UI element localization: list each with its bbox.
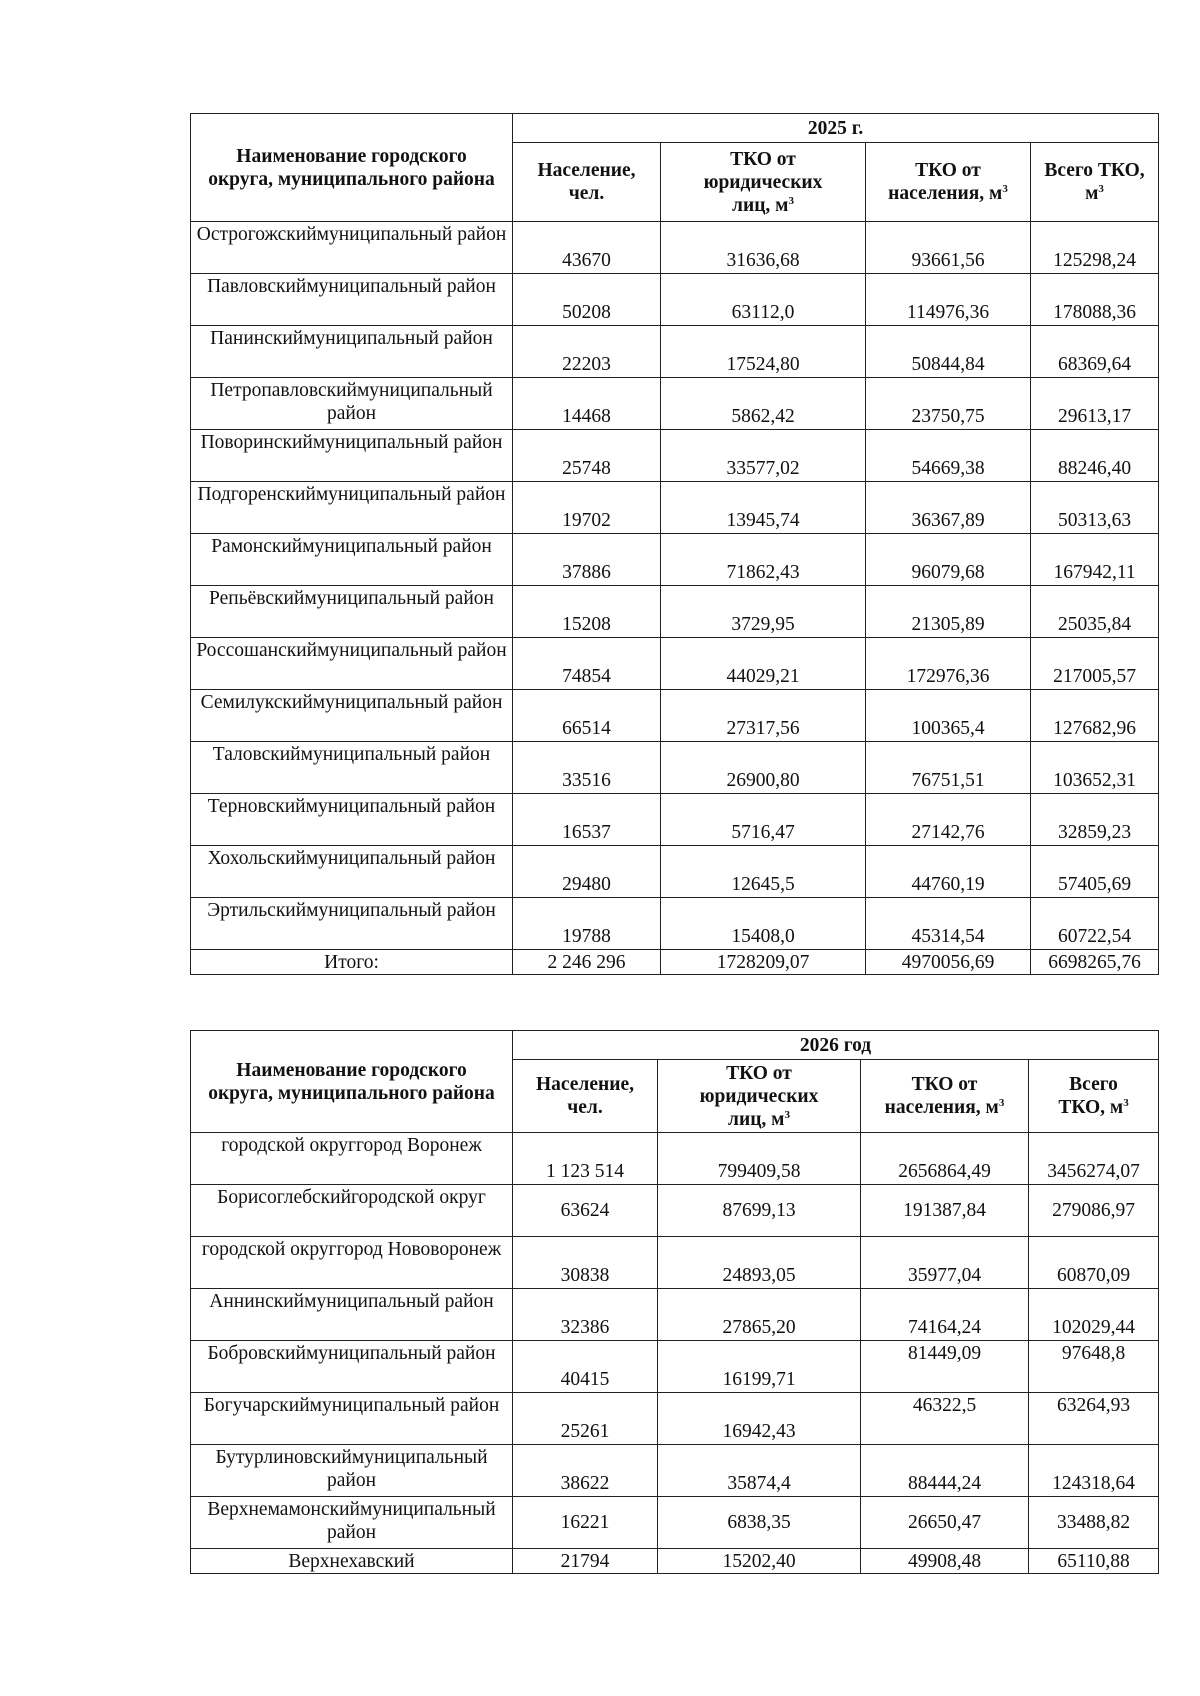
row-name-line2: муниципальный район bbox=[305, 1343, 496, 1364]
table-row bbox=[191, 274, 1159, 326]
table-2026 bbox=[190, 1030, 1159, 1574]
cell-population: 37886 bbox=[513, 534, 661, 586]
row-name bbox=[191, 1445, 513, 1497]
row-name-line2: муниципальный район bbox=[317, 640, 507, 661]
cell-total: 29613,17 bbox=[1031, 378, 1159, 430]
row-name-line1: Эртильский bbox=[207, 900, 307, 921]
row-name bbox=[191, 690, 513, 742]
row-name-line1: городской округ bbox=[221, 1135, 356, 1156]
row-name-line1: Павловский bbox=[207, 276, 307, 297]
cell-population: 50208 bbox=[513, 274, 661, 326]
cell-total: 279086,97 bbox=[1029, 1185, 1159, 1237]
cell-residents: 76751,51 bbox=[866, 742, 1031, 794]
cell-legal: 6838,35 bbox=[658, 1497, 861, 1549]
cell-legal: 24893,05 bbox=[658, 1237, 861, 1289]
row-name-line1: Панинский bbox=[210, 328, 304, 349]
row-name bbox=[191, 274, 513, 326]
row-name-line1: Россошанский bbox=[196, 640, 318, 661]
row-name bbox=[191, 1237, 513, 1289]
header-legal: ТКО от юридических лиц, $м^3$ bbox=[658, 1060, 861, 1133]
table-2025 bbox=[190, 113, 1159, 975]
header-name: Наименование городского округа, муниципального района bbox=[191, 1031, 513, 1133]
table-2025-body bbox=[191, 222, 1159, 950]
total-total: 6698265,76 bbox=[1031, 950, 1159, 975]
cell-residents: 21305,89 bbox=[866, 586, 1031, 638]
header-name: Наименование городского округа, муниципального района bbox=[191, 114, 513, 222]
row-name-line1: Бутурлиновский bbox=[215, 1447, 352, 1468]
row-name-line2: муниципальный район bbox=[316, 224, 507, 245]
cell-total: 167942,11 bbox=[1031, 534, 1159, 586]
cell-total: 97648,8 bbox=[1029, 1341, 1159, 1393]
row-name-line1: Бобровский bbox=[207, 1343, 306, 1364]
cell-total: 33488,82 bbox=[1029, 1497, 1159, 1549]
total-label: Итого: bbox=[191, 950, 513, 975]
row-name bbox=[191, 378, 513, 430]
cell-population: 21794 bbox=[513, 1549, 658, 1574]
table-row bbox=[191, 898, 1159, 950]
cell-total: 25035,84 bbox=[1031, 586, 1159, 638]
row-name bbox=[191, 586, 513, 638]
cell-total: 127682,96 bbox=[1031, 690, 1159, 742]
cell-total: 102029,44 bbox=[1029, 1289, 1159, 1341]
cell-legal: 5862,42 bbox=[661, 378, 866, 430]
cell-population: 30838 bbox=[513, 1237, 658, 1289]
cell-residents: 36367,89 bbox=[866, 482, 1031, 534]
cell-legal: 71862,43 bbox=[661, 534, 866, 586]
table-row bbox=[191, 1289, 1159, 1341]
cell-residents: 27142,76 bbox=[866, 794, 1031, 846]
row-name-line1: Репьёвский bbox=[209, 588, 305, 609]
row-name-line2: муниципальный район bbox=[303, 328, 493, 349]
row-name-line2: муниципальный район bbox=[312, 692, 503, 713]
cell-population: 25748 bbox=[513, 430, 661, 482]
header-residents: ТКО от населения, $м^3$ bbox=[866, 143, 1031, 222]
table-row bbox=[191, 1133, 1159, 1185]
row-name bbox=[191, 430, 513, 482]
table-row bbox=[191, 430, 1159, 482]
table-row bbox=[191, 1185, 1159, 1237]
cell-residents: 49908,48 bbox=[861, 1549, 1029, 1574]
row-name bbox=[191, 742, 513, 794]
cell-total: 178088,36 bbox=[1031, 274, 1159, 326]
cell-total: 124318,64 bbox=[1029, 1445, 1159, 1497]
cell-residents: 96079,68 bbox=[866, 534, 1031, 586]
cell-population: 63624 bbox=[513, 1185, 658, 1237]
total-population: 2 246 296 bbox=[513, 950, 661, 975]
row-name-line1: Таловский bbox=[212, 744, 301, 765]
header-total: Всего ТКО, $м^3$ bbox=[1031, 143, 1159, 222]
row-name-line2: городской округ bbox=[351, 1187, 486, 1208]
cell-total: 57405,69 bbox=[1031, 846, 1159, 898]
row-name-line2: муниципальный район bbox=[309, 1395, 500, 1416]
cell-legal: 44029,21 bbox=[661, 638, 866, 690]
cell-residents: 114976,36 bbox=[866, 274, 1031, 326]
row-name-line2: муниципальный район bbox=[300, 744, 491, 765]
cell-legal: 3729,95 bbox=[661, 586, 866, 638]
cell-legal: 35874,4 bbox=[658, 1445, 861, 1497]
cell-total: 3456274,07 bbox=[1029, 1133, 1159, 1185]
table-row bbox=[191, 222, 1159, 274]
row-name-line1: Хохольский bbox=[207, 848, 306, 869]
row-name bbox=[191, 1185, 513, 1237]
cell-legal: 16942,43 bbox=[658, 1393, 861, 1445]
cell-population: 38622 bbox=[513, 1445, 658, 1497]
cell-population: 15208 bbox=[513, 586, 661, 638]
row-name-line2: муниципальный район bbox=[326, 380, 493, 424]
row-name bbox=[191, 1133, 513, 1185]
row-name-line2: муниципальный район bbox=[306, 900, 496, 921]
cell-legal: 27317,56 bbox=[661, 690, 866, 742]
cell-legal: 87699,13 bbox=[658, 1185, 861, 1237]
header-population: Население, чел. bbox=[513, 143, 661, 222]
cell-residents: 172976,36 bbox=[866, 638, 1031, 690]
cell-total: 60870,09 bbox=[1029, 1237, 1159, 1289]
cell-residents: 45314,54 bbox=[866, 898, 1031, 950]
row-name-line2: муниципальный район bbox=[315, 484, 506, 505]
cell-residents: 93661,56 bbox=[866, 222, 1031, 274]
table-row bbox=[191, 586, 1159, 638]
cell-residents: 54669,38 bbox=[866, 430, 1031, 482]
table-row bbox=[191, 326, 1159, 378]
header-year: 2025 г. bbox=[513, 114, 1159, 143]
cell-total: 63264,93 bbox=[1029, 1393, 1159, 1445]
row-name-line2: муниципальный район bbox=[302, 536, 492, 557]
row-name bbox=[191, 222, 513, 274]
cell-total: 125298,24 bbox=[1031, 222, 1159, 274]
cell-population: 40415 bbox=[513, 1341, 658, 1393]
table-row bbox=[191, 794, 1159, 846]
row-name-line2: муниципальный район bbox=[304, 1291, 494, 1312]
table-2026-body bbox=[191, 1133, 1159, 1574]
cell-population: 19788 bbox=[513, 898, 661, 950]
row-name-line1: Терновский bbox=[207, 796, 306, 817]
row-name-line2: муниципальный район bbox=[312, 432, 503, 453]
cell-residents: 23750,75 bbox=[866, 378, 1031, 430]
table-row bbox=[191, 1549, 1159, 1574]
cell-population: 25261 bbox=[513, 1393, 658, 1445]
row-name-line1: Аннинский bbox=[209, 1291, 305, 1312]
cell-residents: 26650,47 bbox=[861, 1497, 1029, 1549]
cell-population: 32386 bbox=[513, 1289, 658, 1341]
table-row bbox=[191, 534, 1159, 586]
cell-total: 103652,31 bbox=[1031, 742, 1159, 794]
cell-total: 60722,54 bbox=[1031, 898, 1159, 950]
table-row bbox=[191, 742, 1159, 794]
cell-residents: 88444,24 bbox=[861, 1445, 1029, 1497]
header-residents: ТКО от населения, $м^3$ bbox=[861, 1060, 1029, 1133]
cell-population: 19702 bbox=[513, 482, 661, 534]
header-population: Население, чел. bbox=[513, 1060, 658, 1133]
cell-total: 65110,88 bbox=[1029, 1549, 1159, 1574]
table-row bbox=[191, 1445, 1159, 1497]
row-name bbox=[191, 1393, 513, 1445]
cell-population: 43670 bbox=[513, 222, 661, 274]
table-row bbox=[191, 638, 1159, 690]
cell-population: 33516 bbox=[513, 742, 661, 794]
cell-legal: 33577,02 bbox=[661, 430, 866, 482]
row-name bbox=[191, 1341, 513, 1393]
cell-population: 16537 bbox=[513, 794, 661, 846]
row-name-line2: муниципальный район bbox=[326, 1499, 496, 1543]
row-name bbox=[191, 794, 513, 846]
row-name-line1: Верхнехавский bbox=[288, 1550, 415, 1572]
cell-legal: 31636,68 bbox=[661, 222, 866, 274]
table-row bbox=[191, 846, 1159, 898]
cell-population: 66514 bbox=[513, 690, 661, 742]
row-name-line1: Семилукский bbox=[200, 692, 313, 713]
total-row bbox=[191, 950, 1159, 975]
cell-population: 29480 bbox=[513, 846, 661, 898]
cell-population: 16221 bbox=[513, 1497, 658, 1549]
row-name-line1: Петропавловский bbox=[210, 380, 357, 401]
cell-legal: 63112,0 bbox=[661, 274, 866, 326]
row-name bbox=[191, 534, 513, 586]
header-year: 2026 год bbox=[513, 1031, 1159, 1060]
row-name bbox=[191, 1497, 513, 1549]
cell-legal: 13945,74 bbox=[661, 482, 866, 534]
row-name-line1: Острогожский bbox=[196, 224, 317, 245]
row-name-line2: город Воронеж bbox=[355, 1135, 482, 1156]
row-name-line2: муниципальный район bbox=[326, 1447, 488, 1491]
table-row bbox=[191, 482, 1159, 534]
table-row bbox=[191, 1341, 1159, 1393]
cell-population: 74854 bbox=[513, 638, 661, 690]
row-name bbox=[191, 326, 513, 378]
cell-total: 217005,57 bbox=[1031, 638, 1159, 690]
cell-residents: 191387,84 bbox=[861, 1185, 1029, 1237]
row-name bbox=[191, 1289, 513, 1341]
header-total: Всего ТКО, $м^3$ bbox=[1029, 1060, 1159, 1133]
cell-residents: 50844,84 bbox=[866, 326, 1031, 378]
cell-total: 88246,40 bbox=[1031, 430, 1159, 482]
cell-population: 1 123 514 bbox=[513, 1133, 658, 1185]
row-name-line1: Рамонский bbox=[211, 536, 303, 557]
cell-residents: 2656864,49 bbox=[861, 1133, 1029, 1185]
row-name-line1: Подгоренский bbox=[197, 484, 316, 505]
cell-legal: 799409,58 bbox=[658, 1133, 861, 1185]
row-name-line2: муниципальный район bbox=[304, 588, 494, 609]
cell-population: 22203 bbox=[513, 326, 661, 378]
row-name-line2: муниципальный район bbox=[305, 848, 496, 869]
cell-total: 32859,23 bbox=[1031, 794, 1159, 846]
row-name-line1: Богучарский bbox=[203, 1395, 310, 1416]
cell-legal: 17524,80 bbox=[661, 326, 866, 378]
row-name-line1: городской округ bbox=[201, 1239, 337, 1260]
row-name-line1: Верхнемамонский bbox=[207, 1499, 360, 1520]
cell-legal: 27865,20 bbox=[658, 1289, 861, 1341]
table-row bbox=[191, 690, 1159, 742]
cell-legal: 26900,80 bbox=[661, 742, 866, 794]
cell-legal: 15202,40 bbox=[658, 1549, 861, 1574]
row-name bbox=[191, 1549, 513, 1574]
header-legal: ТКО от юридических лиц, $м^3$ bbox=[661, 143, 866, 222]
row-name bbox=[191, 638, 513, 690]
row-name bbox=[191, 898, 513, 950]
table-row bbox=[191, 378, 1159, 430]
row-name bbox=[191, 482, 513, 534]
cell-residents: 44760,19 bbox=[866, 846, 1031, 898]
cell-legal: 12645,5 bbox=[661, 846, 866, 898]
cell-legal: 16199,71 bbox=[658, 1341, 861, 1393]
cell-residents: 35977,04 bbox=[861, 1237, 1029, 1289]
cell-residents: 46322,5 bbox=[861, 1393, 1029, 1445]
row-name-line2: муниципальный район bbox=[306, 276, 496, 297]
total-legal: 1728209,07 bbox=[661, 950, 866, 975]
cell-legal: 5716,47 bbox=[661, 794, 866, 846]
row-name bbox=[191, 846, 513, 898]
cell-total: 50313,63 bbox=[1031, 482, 1159, 534]
table-row bbox=[191, 1497, 1159, 1549]
row-name-line1: Борисоглебский bbox=[217, 1187, 352, 1208]
row-name-line2: город Нововоронеж bbox=[336, 1239, 502, 1260]
table-row bbox=[191, 1237, 1159, 1289]
cell-residents: 81449,09 bbox=[861, 1341, 1029, 1393]
total-residents: 4970056,69 bbox=[866, 950, 1031, 975]
cell-residents: 74164,24 bbox=[861, 1289, 1029, 1341]
cell-legal: 15408,0 bbox=[661, 898, 866, 950]
cell-total: 68369,64 bbox=[1031, 326, 1159, 378]
cell-population: 14468 bbox=[513, 378, 661, 430]
table-row bbox=[191, 1393, 1159, 1445]
row-name-line1: Поворинский bbox=[200, 432, 313, 453]
cell-residents: 100365,4 bbox=[866, 690, 1031, 742]
row-name-line2: муниципальный район bbox=[305, 796, 496, 817]
